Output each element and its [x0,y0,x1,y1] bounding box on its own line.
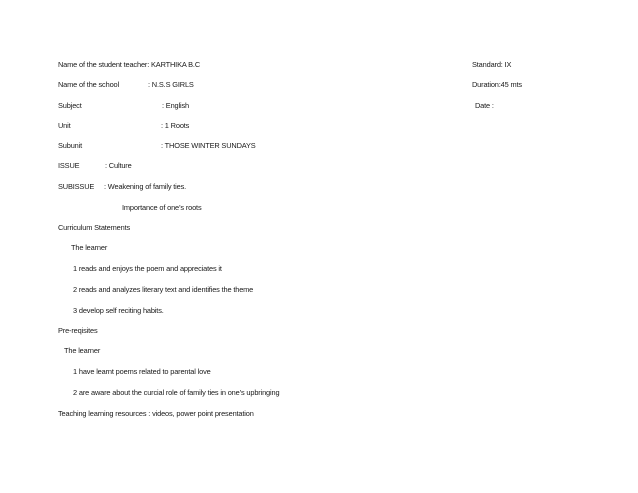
prerequisites-heading: Pre-reqisites [58,326,98,335]
unit-value: : 1 Roots [161,121,190,130]
prerequisite-item: 2 are aware about the curcial role of family ties in one’s upbringing [73,388,280,397]
resources-text: Teaching learning resources : videos, power point presentation [58,409,254,418]
subject-label: Subject [58,101,82,110]
prerequisites-intro: The learner [64,346,101,355]
subunit-value: : THOSE WINTER SUNDAYS [161,141,256,150]
subissue-value-2: Importance of one’s roots [122,203,202,212]
unit-label: Unit [58,121,71,130]
duration: Duration:45 mts [472,80,522,89]
date-label: Date : [475,101,494,110]
subunit-label: Subunit [58,141,83,150]
subject-value: : English [162,101,189,110]
school-label: Name of the school [58,80,119,89]
curriculum-intro: The learner [71,243,108,252]
issue-label: ISSUE [58,161,80,170]
standard: Standard: IX [472,60,512,69]
subissue-value: : Weakening of family ties. [104,182,187,191]
subissue-label: SUBISSUE [58,182,95,191]
curriculum-item: 2 reads and analyzes literary text and identifies the theme [73,285,254,294]
curriculum-item: 1 reads and enjoys the poem and appreciates it [73,264,222,273]
curriculum-heading: Curriculum Statements [58,223,131,232]
school-value: : N.S.S GIRLS [148,80,194,89]
prerequisite-item: 1 have learnt poems related to parental love [73,367,211,376]
teacher-name: Name of the student teacher: KARTHIKA B.C [58,60,201,69]
issue-value: : Culture [105,161,132,170]
curriculum-item: 3 develop self reciting habits. [73,306,164,315]
